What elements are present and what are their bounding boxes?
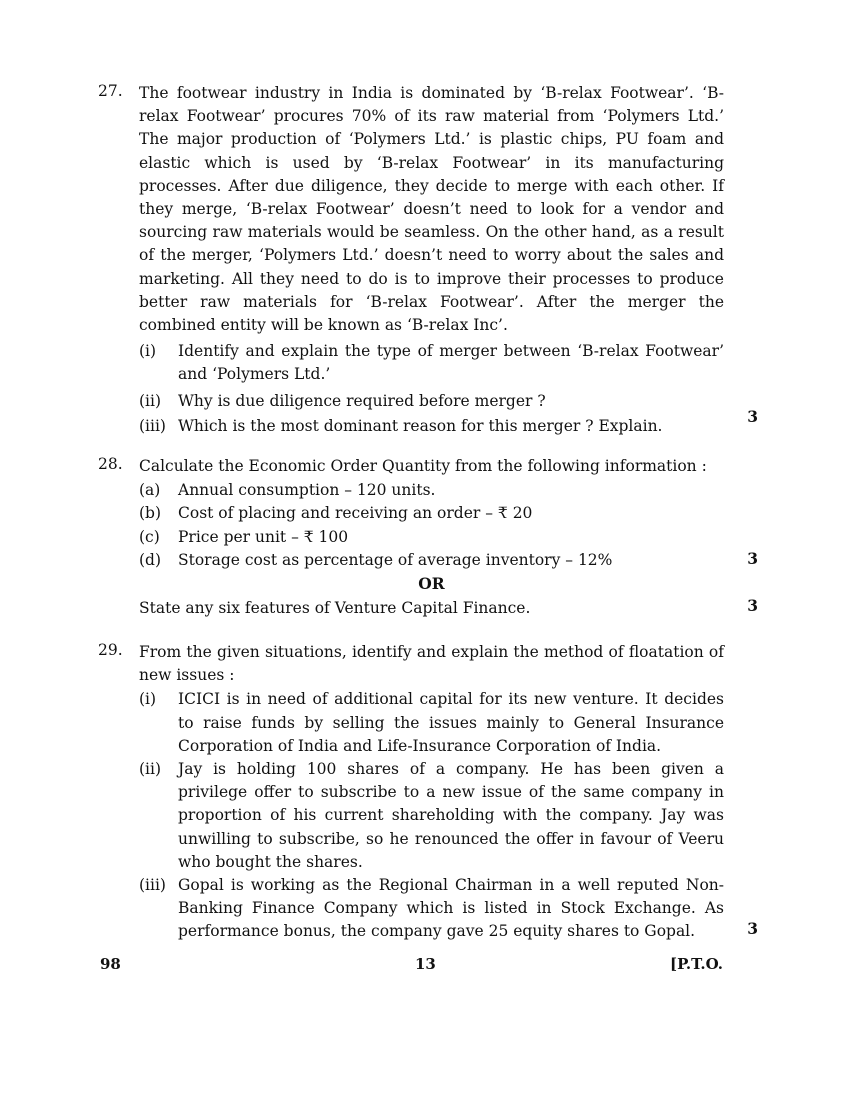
sub-question	[139, 874, 724, 944]
question-text: From the given situations, identify and explain the method of floatation of new issues :	[139, 643, 724, 685]
or-separator: OR	[418, 574, 445, 594]
sub-question	[139, 502, 724, 525]
sub-question	[139, 479, 724, 502]
sub-question-text: Jay is holding 100 shares of a company. He has been given a privilege offer to subscribe to a new issue of the same company in proportion of his current shareholding with the company. Jay was unwilling to subscribe, so he renounced the offer in favour of Veeru who bought the shares.	[178, 760, 724, 871]
sub-question-text: ICICI is in need of additional capital for its new venture. It decides to raise funds by selling the issues mainly to General Insurance Corporation of India and Life-Insurance Corporation of India.	[178, 690, 724, 755]
question-number: 27.	[98, 82, 123, 100]
sub-question-text: Cost of placing and receiving an order – ₹ 20	[178, 504, 533, 523]
sub-question-text: Gopal is working as the Regional Chairman in a well reputed Non-Banking Finance Company which is listed in Stock Exchange. As performance bonus, the company gave 25 equity shares to Gopal.	[178, 876, 724, 941]
marks: 3	[747, 549, 758, 568]
footer-code: 98	[100, 955, 121, 973]
sub-question	[139, 340, 724, 386]
question-text: Calculate the Economic Order Quantity from the following information :	[139, 457, 707, 475]
sub-question-text: Which is the most dominant reason for this merger ? Explain.	[178, 416, 663, 435]
question-text: The footwear industry in India is dominated by ‘B-relax Footwear’. ‘B-relax Footwear’ procures 70% of its raw material from ‘Polymers Ltd.’ The major production of ‘Polymers Ltd.’ is plastic chips, PU foam and elastic which is used by ‘B-relax Footwear’ in its manufacturing processes. After due diligence, they decide to merge with each other. If they merge, ‘B-relax Footwear’ doesn’t need to look for a vendor and sourcing raw materials would be seamless. On the other hand, as a result of the merger, ‘Polymers Ltd.’ doesn’t need to worry about the sales and marketing. All they need to do is to improve their processes to produce better raw materials for ‘B-relax Footwear’. After the merger the combined entity will be known as ‘B-relax Inc’.	[139, 84, 724, 335]
sub-question-text: Price per unit – ₹ 100	[178, 527, 349, 546]
sub-question-text: Storage cost as percentage of average inventory – 12%	[178, 550, 613, 569]
sub-question-label: (iii)	[139, 416, 166, 435]
marks: 3	[747, 407, 758, 426]
sub-question-label: (iii)	[139, 876, 166, 895]
sub-question-text: Why is due diligence required before merger ?	[178, 391, 546, 410]
sub-question-label: (i)	[139, 342, 157, 361]
alternative-question-text: State any six features of Venture Capital Finance.	[139, 599, 531, 618]
sub-question-label: (a)	[139, 481, 161, 500]
sub-question	[139, 526, 724, 549]
marks: 3	[747, 919, 758, 938]
question-28	[98, 455, 758, 620]
question-number: 29.	[98, 641, 123, 659]
page-number: 13	[415, 955, 436, 973]
sub-question-label: (d)	[139, 550, 162, 569]
sub-question-label: (c)	[139, 527, 160, 546]
sub-question-label: (ii)	[139, 760, 162, 779]
alternative-marks: 3	[747, 596, 758, 615]
pto-label: [P.T.O.	[670, 955, 723, 973]
sub-question-label: (b)	[139, 504, 162, 523]
sub-question	[139, 688, 724, 758]
question-29	[98, 641, 758, 944]
sub-question-text: Annual consumption – 120 units.	[178, 481, 436, 500]
sub-question-label: (i)	[139, 690, 157, 709]
sub-question	[139, 415, 724, 438]
sub-question	[139, 390, 724, 413]
question-number: 28.	[98, 455, 123, 473]
sub-question-label: (ii)	[139, 391, 162, 410]
sub-question-text: Identify and explain the type of merger between ‘B-relax Footwear’ and ‘Polymers Ltd.’	[178, 342, 724, 384]
sub-question	[139, 758, 724, 874]
sub-question	[139, 549, 724, 572]
question-27	[98, 82, 758, 438]
